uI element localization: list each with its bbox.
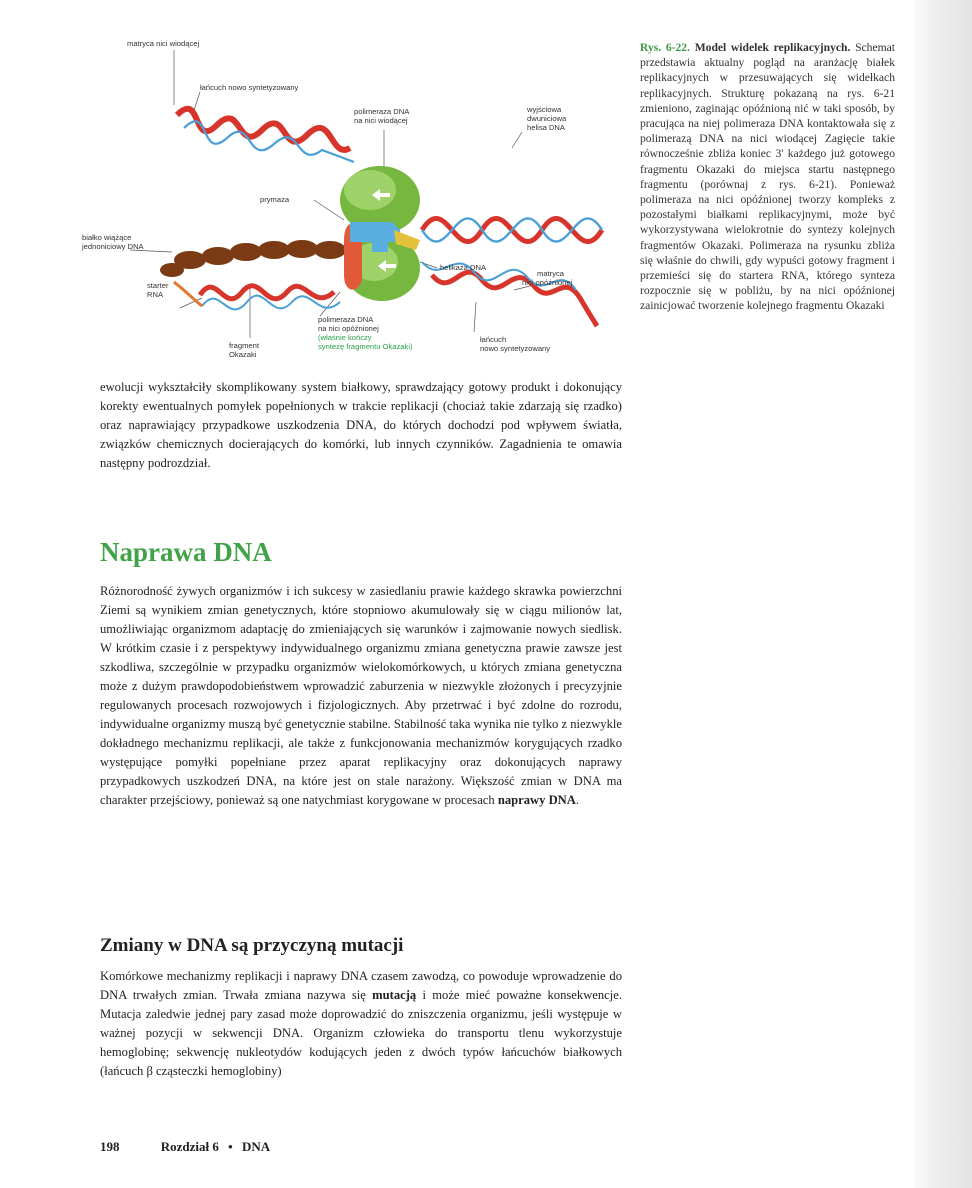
- label-parent-3: helisa DNA: [527, 123, 565, 132]
- section-title: Naprawa DNA: [100, 537, 272, 567]
- subsection-paragraph-rest: i może mieć poważne konsekwencje. Mutacja zaledwie jednej pary zasad może doprowadzić do zniszczenia organizmu, jeśli występuje w ważnej pozycji w sekwencji DNA. Organizm człowieka do transportu tlenu wykorzystuje hemoglobinę; sekwencję nukleotydów kodujących jeden z dwóch typów łańcuchów białkowych (łańcuch β cząsteczki hemoglobiny): [100, 988, 622, 1078]
- label-new-leading: łańcuch nowo syntetyzowany: [200, 83, 299, 92]
- label-pol-lagging-2: na nici opóźnionej: [318, 324, 379, 333]
- subsection-title: Zmiany w DNA są przyczyną mutacji: [100, 935, 404, 956]
- ssb-protein-chain: [160, 240, 346, 277]
- label-pol-lagging-1: polimeraza DNA: [318, 315, 374, 324]
- footer-separator: •: [228, 1139, 233, 1154]
- caption-number: Rys. 6-22.: [640, 41, 691, 54]
- label-primer-2: RNA: [147, 290, 164, 299]
- replication-fork-diagram: [82, 30, 618, 375]
- label-okazaki-2: Okazaki: [229, 350, 257, 359]
- label-helicase: helikaza DNA: [440, 263, 487, 272]
- footer-chapter-title: DNA: [241, 1139, 271, 1154]
- section-paragraph: [100, 582, 622, 810]
- replication-fork-figure: [82, 30, 618, 375]
- label-okazaki-1: fragment: [229, 341, 259, 350]
- caption-text: Schemat przedstawia aktualny pogląd na aranżację białek replikacyjnych w przesuwających się widełkach replikacyjnych. Strukturę pokazaną na rys. 6-21 zmieniono, zaginając opóźnioną nić w taki sposób, by pracująca na niej polimeraza DNA kontaktowała się z polimerazą DNA na nici wiodącej Zagięcie takie równocześnie zbliża koniec 3' każdego już gotowego fragmentu Okazaki do miejsca startu następnego fragmentu (porównaj z rys. 6-21). Ponieważ polimeraza na nici opóźnionej tworzy kompleks z pozostałymi białkami replikacyjnymi, może być wykorzystywana wielokrotnie do syntezy kolejnych fragmentów Okazaki. Polimeraza na rysunku zbliża się właśnie do chwili, gdy wypuści gotowy fragment i przemieści się do startera RNA, którego synteza rozpocznie się w pobliżu, by na nici opóźnionej zainicjować tworzenie kolejnego fragmentu Okazaki: [640, 41, 895, 313]
- label-pol-leading-2: na nici wiodącej: [354, 116, 408, 125]
- label-pol-lagging-3: (właśnie kończy: [318, 333, 372, 342]
- caption-title: Model widelek replikacyjnych.: [694, 41, 851, 54]
- subsection-paragraph: [100, 967, 622, 1081]
- label-template-lagging-2: nici opóźnionej: [522, 278, 573, 287]
- page-number: 198: [100, 1139, 120, 1154]
- footer-chapter: Rozdział 6: [160, 1139, 219, 1154]
- label-template-leading: matryca nici wiodącej: [127, 39, 200, 48]
- label-pol-lagging-4: syntezę fragmentu Okazaki): [318, 342, 413, 351]
- section-paragraph-main: Różnorodność żywych organizmów i ich sukcesy w zasiedlaniu prawie każdego skrawka powierzchni Ziemi są wynikiem zmian genetycznych, które stopniowo akumulowały się w ciągu milionów lat, umożliwiając organizmom adaptację do zmieniających się warunków i zajmowanie nowych siedlisk. W krótkim czasie i z perspektywy indywidualnego organizmu zmiana genetyczna prawie zawsze jest szkodliwa, szczególnie w przypadku organizmów wielokomórkowych, u których zmiana genetyczna może z dużym prawdopodobieństwem wprowadzić zaburzenia w niezwykle złożonych i precyzyjnie regulowanych procesach rozwojowych i fizjologicznych. Aby przetrwać i być zdolne do rozrodu, indywidualne organizmy muszą być genetycznie stabilne. Stabilność taka wynika nie tylko z niezwykle dokładnego mechanizmu replikacji, ale także z funkcjonowania mechanizmów korygujących rzadko występujące pomyłki popełniane przez aparat replikacyjny oraz dokonujących naprawy przypadkowych uszkodzeń DNA, na które jest on stale narażony. Większość zmian w DNA ma charakter przejściowy, ponieważ są one natychmiast korygowane w procesach: [100, 584, 622, 807]
- intro-paragraph: ewolucji wykształciły skomplikowany system białkowy, sprawdzający gotowy produkt i dokonujący korekty ewentualnych pomyłek popełnionych w trakcie replikacji (chociaż takie zdarzają się rzadko) oraz naprawiający przypadkowe uszkodzenia DNA, do których dochodzi pod wpływem światła, związków chemicznych docierających do komórki, lub innych czynników. Zagadnienia te omawia następny podrozdział.: [100, 380, 622, 470]
- label-new-lagging-2: nowo syntetyzowany: [480, 344, 551, 353]
- label-template-lagging-1: matryca: [537, 269, 565, 278]
- section-paragraph-end: .: [575, 793, 580, 807]
- lagging-new-strand-right: [432, 272, 597, 326]
- subsection-paragraph-start: Komórkowe mechanizmy replikacji i naprawy DNA czasem zawodzą, co powoduje wprowadzenie do DNA trwałych zmian. Trwała zmiana nazywa się: [100, 969, 622, 1002]
- label-ssb-1: białko wiążące: [82, 233, 132, 242]
- label-pol-leading-1: polimeraza DNA: [354, 107, 410, 116]
- label-parent-2: dwuniciowa: [527, 114, 567, 123]
- label-parent-1: wyjściowa: [527, 105, 562, 114]
- page-footer: [100, 1139, 276, 1155]
- label-primer-1: starter: [147, 281, 169, 290]
- section-paragraph-bold: naprawy DNA: [497, 793, 576, 807]
- page-edge-shadow: [914, 0, 972, 1188]
- figure-caption: [640, 40, 895, 314]
- subsection-paragraph-bold: mutacją: [372, 988, 417, 1002]
- label-new-lagging-1: łańcuch: [480, 335, 507, 344]
- label-primase: prymaza: [260, 195, 290, 204]
- label-ssb-2: jednoniciowy DNA: [82, 242, 144, 251]
- rna-primer: [174, 282, 202, 306]
- lagging-new-strand: [200, 286, 334, 299]
